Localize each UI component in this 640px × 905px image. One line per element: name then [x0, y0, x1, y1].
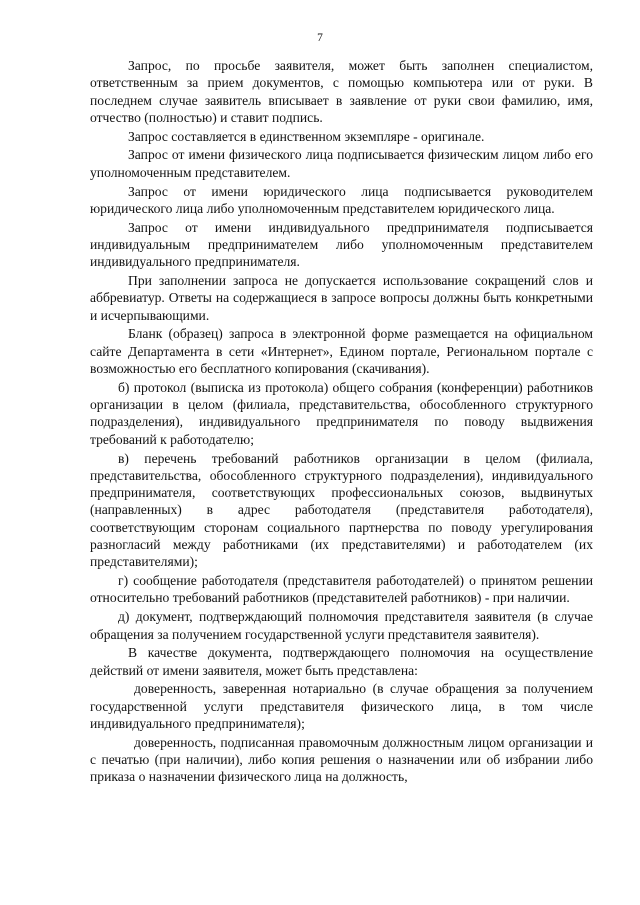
paragraph: Запрос от имени индивидуального предпринимателя подписывается индивидуальным предпринимателем либо уполномоченным представителем индивидуального предпринимателя. [90, 219, 593, 270]
paragraph: Запрос, по просьбе заявителя, может быть заполнен специалистом, ответственным за прием документов, с помощью компьютера или от руки. В последнем случае заявитель вписывает в заявление от руки свои фамилию, имя, отчество (полностью) и ставит подпись. [90, 58, 593, 125]
list-item-v: в) перечень требований работников организации в целом (филиала, представительства, обособленного структурного подразделения), индивидуального предпринимателя, соответствующих профессиональных союзов, выдвинутых (направленных) в адрес работодателя (представителя работодателя), соответствующим сторонам социального партнерства по поводу урегулирования разногласий между работниками (их представителями) и работодателем (их представителями); [90, 450, 593, 570]
paragraph: доверенность, заверенная нотариально (в случае обращения за получением государственной услуги представителя физического лица, в том числе индивидуального предпринимателя); [90, 681, 593, 731]
paragraph: Запрос от имени юридического лица подписывается руководителем юридического лица либо уполномоченным представителем юридического лица. [90, 183, 593, 216]
list-item-g: г) сообщение работодателя (представителя работодателей) о принятом решении относительно требований работников (представителей работников) - при наличии. [90, 573, 593, 606]
paragraph: Запрос от имени физического лица подписывается физическим лицом либо его уполномоченным представителем. [90, 147, 593, 180]
list-item-d: д) документ, подтверждающий полномочия представителя заявителя (в случае обращения за получением государственной услуги представителя заявителя). [90, 609, 593, 642]
paragraph: доверенность, подписанная правомочным должностным лицом организации и с печатью (при наличии), либо копия решения о назначении или об избрании либо приказа о назначении физического лица на должность, [90, 734, 593, 785]
paragraph: Запрос составляется в единственном экземпляре - оригинале. [128, 128, 485, 144]
paragraph: Бланк (образец) запроса в электронной форме размещается на официальном сайте Департамента в сети «Интернет», Едином портале, Региональном портале с возможностью его бесплатного копирования (скачивания). [90, 326, 593, 377]
paragraph: В качестве документа, подтверждающего полномочия на осуществление действий от имени заявителя, может быть представлена: [90, 645, 593, 678]
paragraph: При заполнении запроса не допускается использование сокращений слов и аббревиатур. Ответы на содержащиеся в запросе вопросы должны быть конкретными и исчерпывающими. [90, 273, 593, 323]
list-item-b: б) протокол (выписка из протокола) общего собрания (конференции) работников организации в целом (филиала, представительства, обособленного структурного подразделения), индивидуального предпринимателя по поводу выдвижения требований к работодателю; [90, 379, 593, 447]
page-number: 7 [317, 32, 323, 44]
document-body [90, 57, 593, 787]
